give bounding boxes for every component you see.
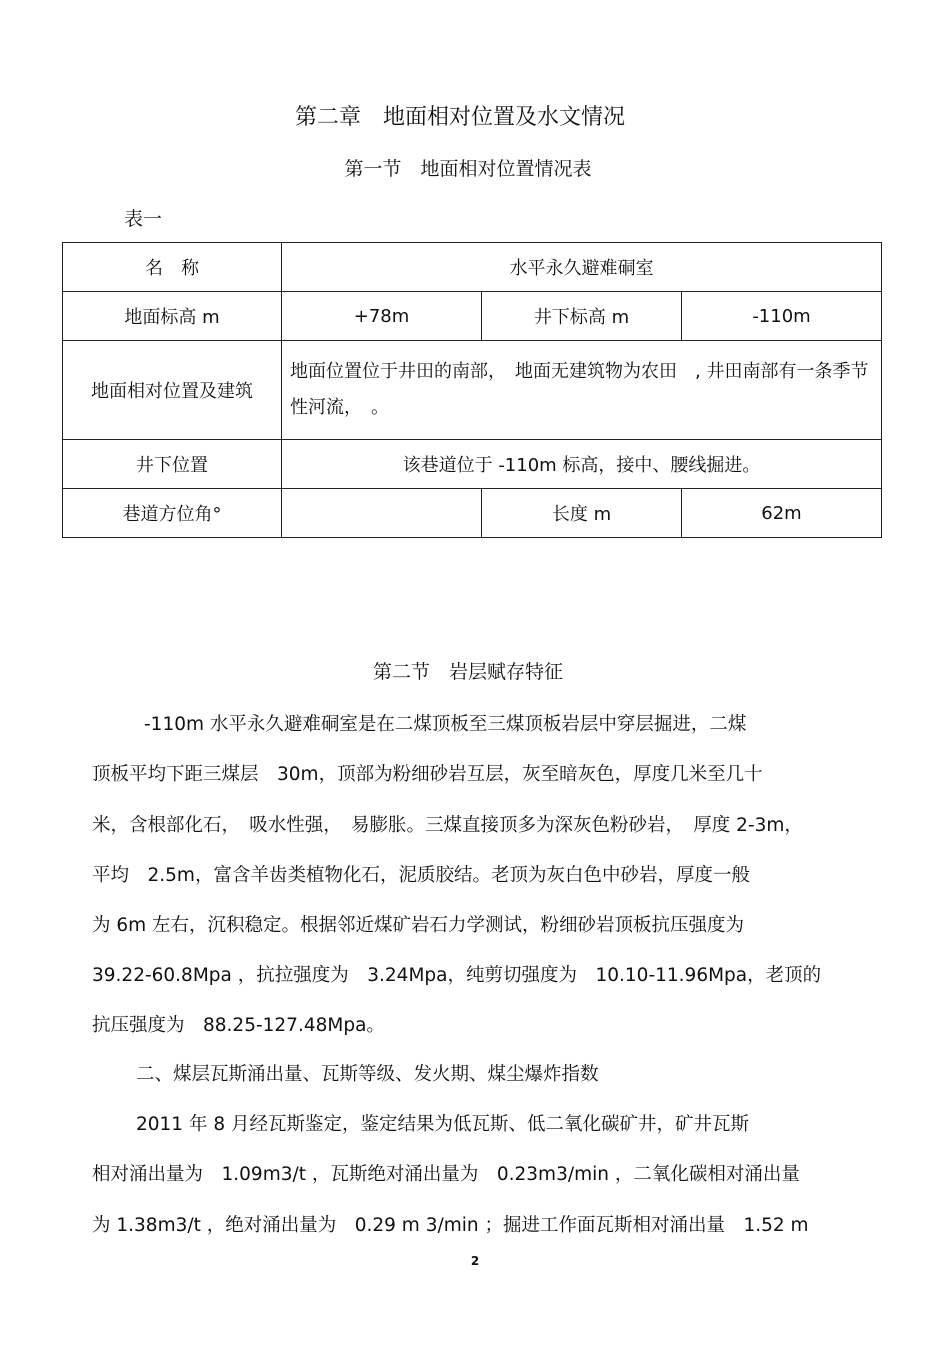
table-row xyxy=(63,341,882,440)
body-line: 39.22-60.8Mpa ，抗拉强度为 3.24Mpa，纯剪切强度为 10.10-11.96Mpa，老顶的 xyxy=(92,965,822,986)
page-number: 2 xyxy=(470,1254,480,1268)
cell-underground-elevation-label: 井下标高 m xyxy=(482,292,682,341)
body-line: 抗压强度为 88.25-127.48Mpa。 xyxy=(92,1015,385,1036)
cell-underground-position-label: 井下位置 xyxy=(63,440,282,489)
cell-underground-elevation-value: -110m xyxy=(682,292,882,341)
table-row xyxy=(63,440,882,489)
cell-length-value: 62m xyxy=(682,489,882,538)
table-row xyxy=(63,243,882,292)
body-line: 平均 2.5m，富含羊齿类植物化石，泥质胶结。老顶为灰白色中砂岩，厚度一般 xyxy=(92,865,750,886)
body-line: 相对涌出量为 1.09m3/t ，瓦斯绝对涌出量为 0.23m3/min ，二氧化碳相对涌出量 xyxy=(92,1164,800,1185)
body-line: -110m 水平永久避难硐室是在二煤顶板至三煤顶板岩层中穿层掘进，二煤 xyxy=(144,714,747,735)
position-table xyxy=(62,242,882,538)
body-line: 2011 年 8 月经瓦斯鉴定，鉴定结果为低瓦斯、低二氧化碳矿井，矿井瓦斯 xyxy=(136,1114,749,1135)
cell-azimuth-label: 巷道方位角° xyxy=(63,489,282,538)
body-line: 顶板平均下距三煤层 30m，顶部为粉细砂岩互层，灰至暗灰色，厚度几米至几十 xyxy=(92,764,763,785)
table-row xyxy=(63,489,882,538)
cell-underground-position-value: 该巷道位于 -110m 标高，接中、腰线掘进。 xyxy=(282,440,882,489)
cell-azimuth-value xyxy=(282,489,482,538)
cell-surface-elevation-value: +78m xyxy=(282,292,482,341)
body-line: 为 1.38m3/t ，绝对涌出量为 0.29 m 3/min ；掘进工作面瓦斯相对涌出量 1.52 m xyxy=(92,1215,809,1236)
body-line: 为 6m 左右，沉积稳定。根据邻近煤矿岩石力学测试，粉细砂岩顶板抗压强度为 xyxy=(92,915,745,936)
cell-name-value: 水平永久避难硐室 xyxy=(282,243,882,292)
cell-surface-position-label: 地面相对位置及建筑 xyxy=(63,341,282,440)
section-title-1: 第一节 地面相对位置情况表 xyxy=(344,158,592,180)
table-caption: 表一 xyxy=(124,208,163,230)
chapter-title: 第二章 地面相对位置及水文情况 xyxy=(294,105,625,130)
section-title-2: 第二节 岩层赋存特征 xyxy=(372,661,563,683)
cell-surface-elevation-label: 地面标高 m xyxy=(63,292,282,341)
subheading: 二、煤层瓦斯涌出量、瓦斯等级、发火期、煤尘爆炸指数 xyxy=(136,1064,599,1085)
table-row xyxy=(63,292,882,341)
cell-length-label: 长度 m xyxy=(482,489,682,538)
cell-surface-position-value: 地面位置位于井田的南部， 地面无建筑物为农田 , 井田南部有一条季节性河流， 。 xyxy=(282,341,882,440)
cell-name-label: 名 称 xyxy=(63,243,282,292)
body-line: 米，含根部化石， 吸水性强， 易膨胀。三煤直接顶多为深灰色粉砂岩， 厚度 2-3m， xyxy=(92,815,803,836)
